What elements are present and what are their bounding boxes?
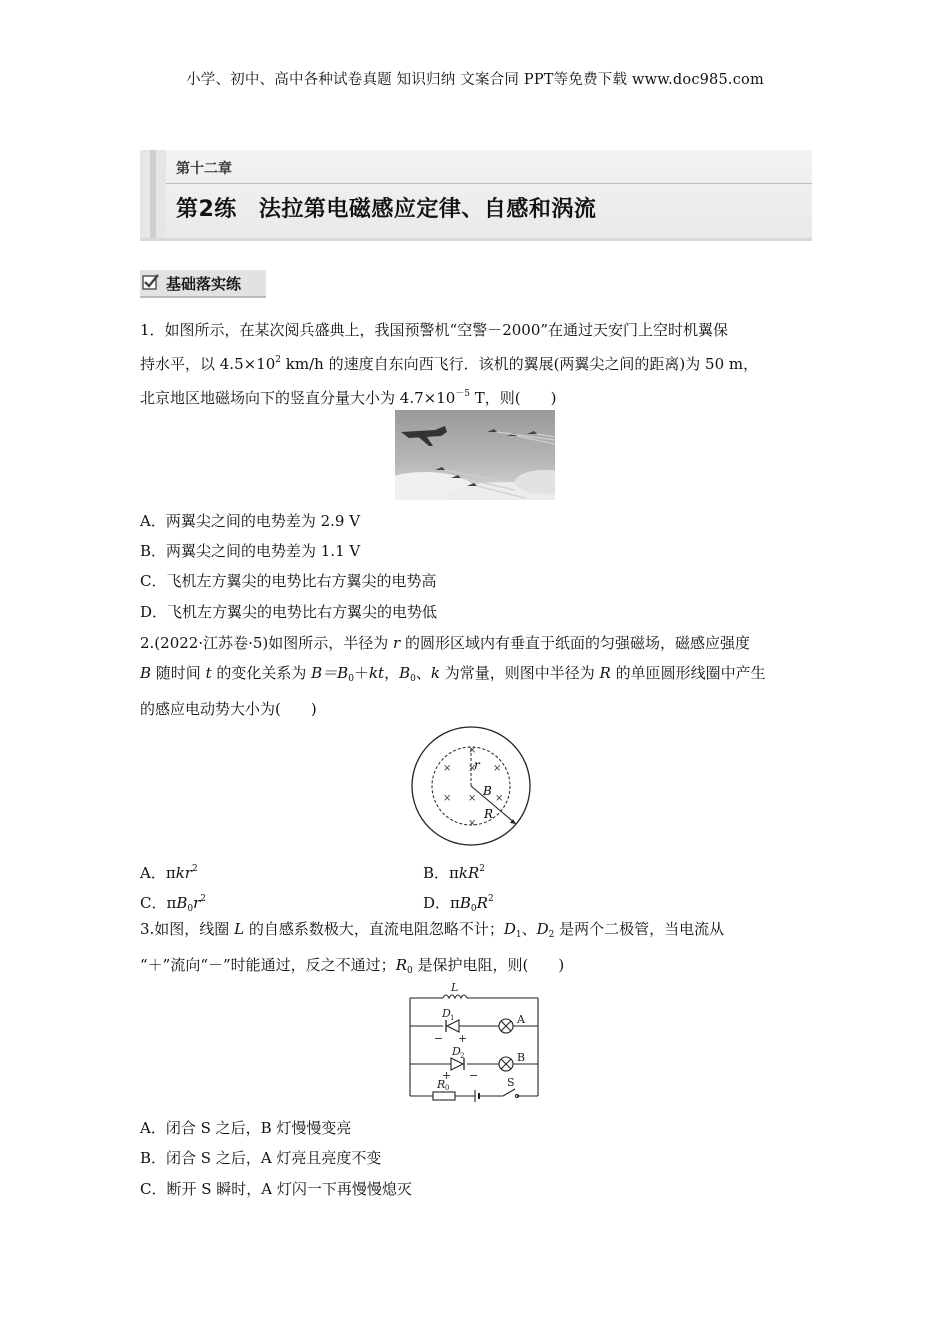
svg-text:−: − [469,1069,479,1082]
lesson-title-text: 法拉第电磁感应定律、自感和涡流 [258,197,597,222]
label-D2: D [452,1045,461,1058]
q2-option-b: B．πkR$^2$ [423,864,486,882]
q2-line2: B 随时间 t 的变化关系为 $B=B_0+kt$，$B_0$、k 为常量，则图中半径为 R 的单匝圆形线圈中产生 [140,664,766,684]
q3-option-c: C．断开 S 瞬时，A 灯闪一下再慢慢熄灭 [140,1180,412,1198]
banner-shadow [140,238,812,241]
q1-option-d: D．飞机左方翼尖的电势比右方翼尖的电势低 [140,603,438,621]
q1-text [140,315,810,413]
label-S: S [507,1076,515,1089]
q2-magnetic-field-figure [410,725,532,847]
svg-text:1: 1 [450,1014,455,1022]
q1-line2: 持水平，以 $4.5\times 10^2$ km/h 的速度自东向西飞行．该机的翼展(两翼尖之间的距离)为 50 m， [140,355,759,373]
label-r: r [474,758,480,772]
section-header [140,270,266,298]
q2-text [140,628,810,724]
q3-circuit-diagram [405,978,545,1106]
q1-line1: 1．如图所示，在某次阅兵盛典上，我国预警机“空警－2000”在通过天安门上空时机翼保 [140,321,729,339]
section-title: 基础落实练 [166,275,242,293]
svg-text:0: 0 [445,1084,450,1092]
q1-line3: 北京地区地磁场向下的竖直分量大小为 $4.7\times 10^{-5}$ T，则( ) [140,389,557,407]
svg-text:×: × [495,793,504,804]
banner-accent-bar [150,150,156,238]
q1-option-c: C．飞机左方翼尖的电势比右方翼尖的电势高 [140,572,437,590]
label-D1: D [442,1007,451,1020]
label-A: A [517,1013,525,1026]
svg-text:×: × [468,793,477,804]
svg-text:−: − [434,1032,444,1045]
q1-aircraft-photo [395,410,555,500]
label-R: R [484,807,494,821]
q2-line1: 2.(2022·江苏卷·5)如图所示，半径为 r 的圆形区域内有垂直于纸面的匀强磁场，磁感应强度 [140,634,750,652]
q3-line1: 3.如图，线圈 L 的自感系数极大，直流电阻忽略不计；$D_1$、$D_2$ 是两个二极管，当电流从 [140,920,725,940]
svg-text:×: × [468,818,477,829]
svg-text:×: × [443,793,452,804]
q1-option-a: A．两翼尖之间的电势差为 2.9 V [140,512,361,530]
svg-text:+: + [442,1069,452,1082]
page-header: 小学、初中、高中各种试卷真题 知识归纳 文案合同 PPT等免费下载 www.doc985.com [186,72,764,88]
svg-text:×: × [493,763,502,774]
q2-option-c: C．$\pi B_0r^2$ [140,894,207,914]
q3-line2: “＋”流向“－”时能通过，反之不通过；$R_0$ 是保护电阻，则( ) [140,956,565,976]
label-B: B [483,784,492,798]
chapter-label: 第十二章 [176,161,232,177]
q1-option-b: B．两翼尖之间的电势差为 1.1 V [140,542,361,560]
divider [166,183,812,184]
label-L: L [451,981,459,994]
svg-text:×: × [468,745,477,756]
switch-S [503,1089,515,1096]
inductor-L [443,995,467,998]
svg-text:×: × [443,763,452,774]
svg-text:×: × [468,763,477,774]
q2-line3: 的感应电动势大小为( ) [140,700,317,718]
q3-text [140,914,810,986]
lesson-number: 第2练 [176,197,237,222]
q3-option-b: B．闭合 S 之后，A 灯亮且亮度不变 [140,1149,382,1167]
checkbox-icon [142,273,160,291]
svg-text:+: + [458,1032,468,1045]
resistor-R0 [433,1092,455,1100]
label-R0: R [437,1078,446,1091]
lesson-title [176,192,596,223]
svg-text:2: 2 [460,1052,465,1060]
q2-option-d: D．$\pi B_0R^2$ [423,894,494,914]
label-B: B [517,1051,526,1064]
q2-option-a: A．πkr$^2$ [140,864,198,882]
q3-option-a: A．闭合 S 之后，B 灯慢慢变亮 [140,1119,352,1137]
